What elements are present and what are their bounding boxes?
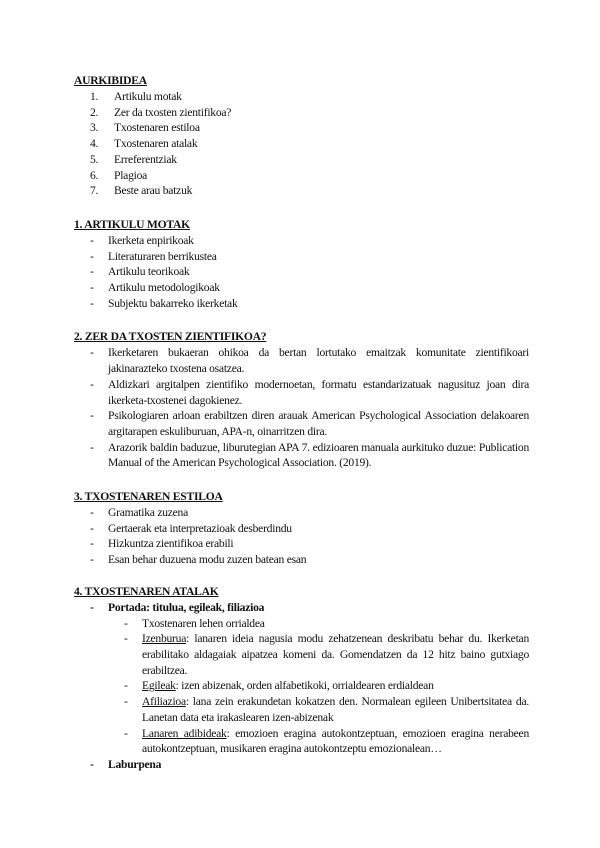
list-item: - Literaturaren berrikustea [74, 249, 529, 265]
list-item: - Subjektu bakarreko ikerketak [74, 296, 529, 312]
toc-title: AURKIBIDEA [74, 74, 147, 87]
toc-item: 1. Artikulu motak [90, 90, 182, 103]
list-item: - Artikulu teorikoak [74, 264, 529, 280]
term-egileak: Egileak [142, 679, 176, 693]
list-item: - Txostenaren lehen orrialdea [108, 616, 529, 632]
document-page [74, 73, 529, 773]
list-item: - Hizkuntza zientifikoa erabili [74, 536, 529, 552]
section-1-title: 1. ARTIKULU MOTAK [74, 217, 190, 231]
toc-item: 2. Zer da txosten zientifikoa? [90, 105, 232, 119]
list-item: - Egileak: izen abizenak, orden alfabetikoki, orrialdearen erdialdean [108, 678, 529, 694]
term-lanaren-adibideak: Lanaren adibideak [142, 726, 227, 740]
list-item: - Lanaren adibideak: emozioen eragina autokontzeptuan, emozioen eragina nerabeen autokontzeptuan, musikaren eragina autokontzeptu emozionalean… [108, 726, 529, 757]
toc-item: 5. Erreferentziak [90, 152, 177, 166]
section-1-list [74, 233, 529, 312]
list-item: - Aldizkari argitalpen zientifiko modernoetan, formatu estandarizatuak nagusituz joan dira ikerketa-txostenei dagokienez. [74, 377, 529, 408]
section-2-list [74, 345, 529, 471]
portada-sublist [108, 616, 529, 757]
section-4-list [74, 600, 529, 773]
section-3-title: 3. TXOSTENAREN ESTILOA [74, 490, 223, 504]
list-item: - Arazorik baldin baduzue, liburutegian APA 7. edizioaren manuala aurkituko duzue: Publication Manual of the American Psychological Association. (2019). [74, 440, 529, 471]
term-izenburua: Izenburua [142, 632, 187, 646]
section-2-title: 2. ZER DA TXOSTEN ZIENTIFIKOA? [74, 330, 267, 344]
list-item: - Ikerketa enpirikoak [74, 233, 529, 249]
toc-item: 6. Plagioa [90, 168, 148, 182]
list-item: - Gramatika zuzena [74, 505, 529, 521]
list-item: - Izenburua: lanaren ideia nagusia modu zehatzenean deskribatu behar du. Ikerketan erabilitako aldagaiak aipatzea komeni da. Gomendatzen da 12 hitz baino gutxiago erabiltzea. [108, 631, 529, 678]
section-3-list [74, 505, 529, 568]
term-afiliazioa: Afiliazioa [142, 695, 186, 709]
toc-item: 3. Txostenaren estiloa [90, 121, 200, 135]
list-item: - Gertaerak eta interpretazioak desberdindu [74, 521, 529, 537]
toc-item: 7. Beste arau batzuk [90, 184, 193, 198]
list-item: - Ikerketaren bukaeran ohikoa da bertan lortutako emaitzak komunitate zientifikoari jakinarazteko txostena osatzea. [74, 345, 529, 376]
toc-item: 4. Txostenaren atalak [90, 137, 198, 151]
list-item-laburpena: - Laburpena [74, 757, 529, 773]
list-item: - Esan behar duzuena modu zuzen batean esan [74, 552, 529, 568]
section-4-title: 4. TXOSTENAREN ATALAK [74, 584, 219, 598]
list-item: - Psikologiaren arloan erabiltzen diren arauak American Psychological Association delakoaren argitarapen eskuliburuan, APA-n, oinarritzen dira. [74, 408, 529, 439]
list-item-portada: - Portada: titulua, egileak, filiazioa - Txostenaren lehen orrialdea - Izenburua: lanaren ideia nagusia modu zehatzenean deskribatu behar du. Ikerketan erabilitako aldagaiak aipatzea komeni da. Gomendatzen da 12 hitz baino gutxiago erabiltzea. - Egileak: izen abizenak, orden alfabetikoki, orrialdearen erdialdean - Afiliazioa: lana zein erakundetan kokatzen den. Normalean egileen Unibertsitatea da. Lanetan data eta irakaslearen izen-abizenak - Lanaren adibideak: emozioen eragina autokontzeptuan, emozioen eragina nerabeen autokontzeptuan, musikaren eragina autokontzeptu emozionalean… [74, 600, 529, 757]
list-item: - Artikulu metodologikoak [74, 280, 529, 296]
toc-list [74, 89, 529, 199]
list-item: - Afiliazioa: lana zein erakundetan kokatzen den. Normalean egileen Unibertsitatea da. Lanetan data eta irakaslearen izen-abizenak [108, 694, 529, 725]
